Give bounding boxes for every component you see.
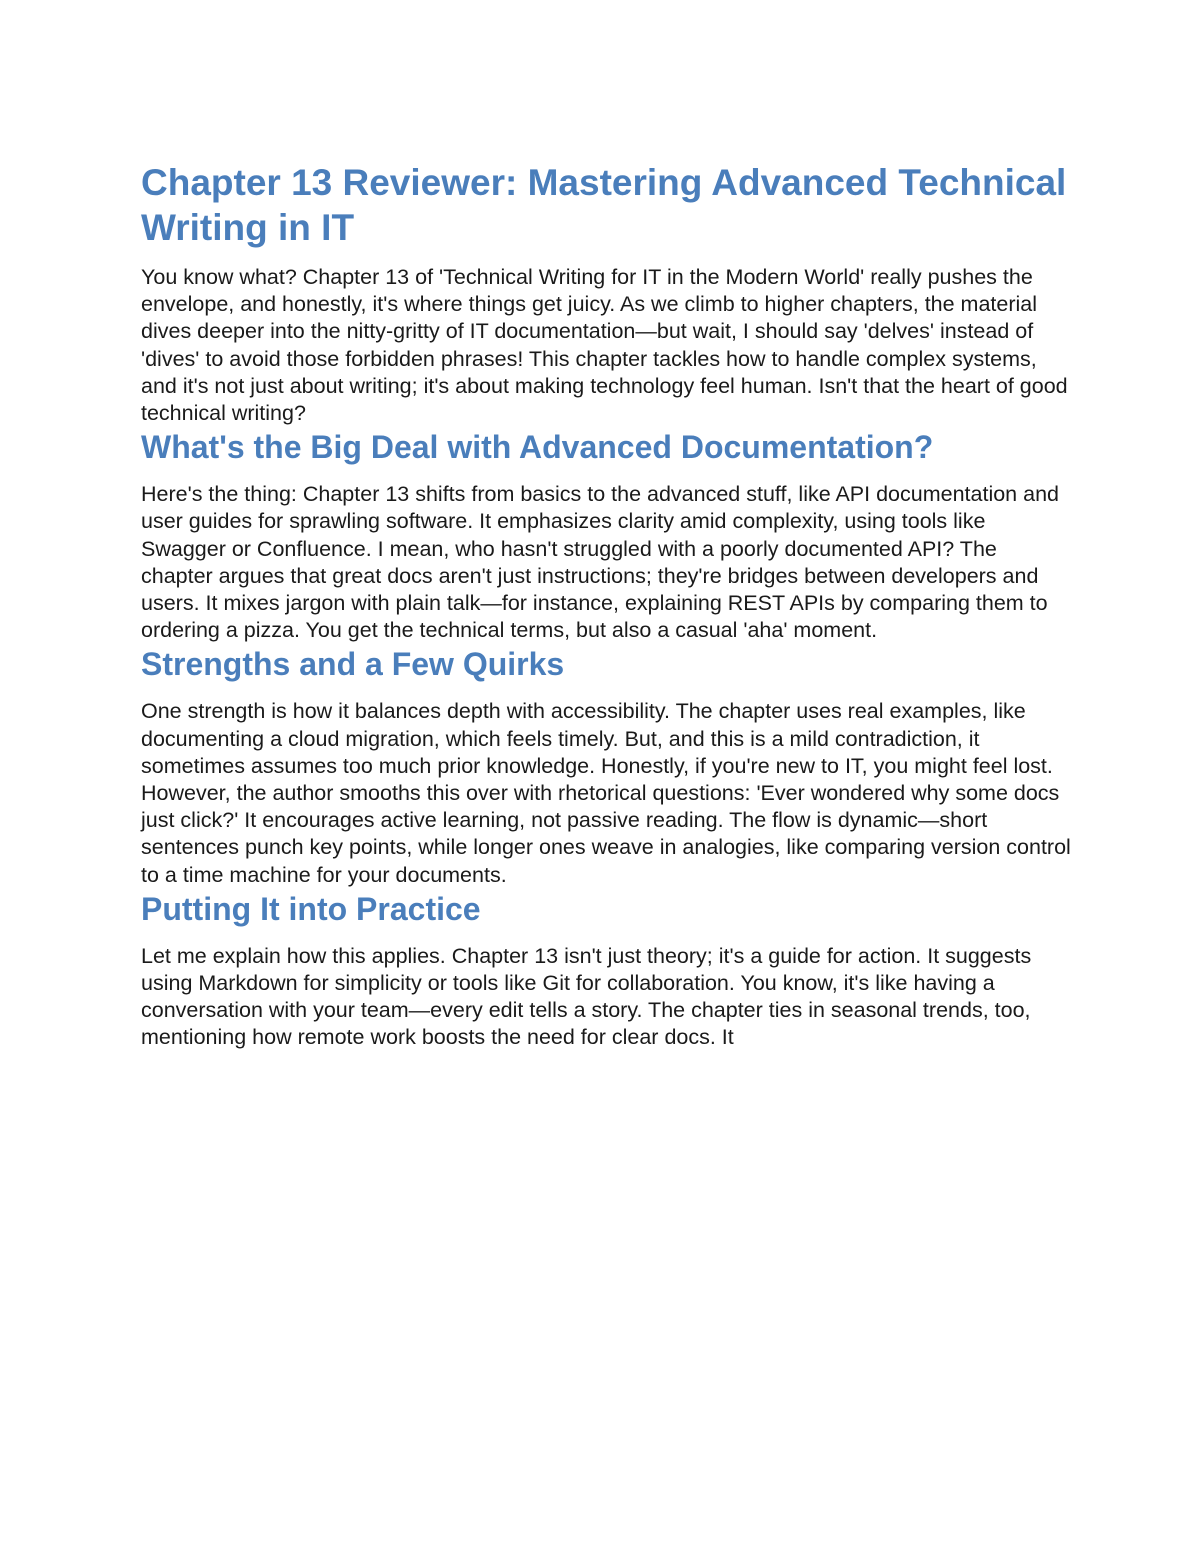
document-page: [141, 160, 1071, 1052]
section-body-advanced-documentation: Here's the thing: Chapter 13 shifts from basics to the advanced stuff, like API documentation and user guides for sprawling software. It emphasizes clarity amid complexity, using tools like Swagger or Confluence. I mean, who hasn't struggled with a poorly documented API? The chapter argues that great docs aren't just instructions; they're bridges between developers and users. It mixes jargon with plain talk—for instance, explaining REST APIs by comparing them to ordering a pizza. You get the technical terms, but also a casual 'aha' moment.: [141, 482, 1059, 643]
document-title: Chapter 13 Reviewer: Mastering Advanced Technical Writing in IT: [141, 162, 1067, 248]
section-heading-advanced-documentation: What's the Big Deal with Advanced Documentation?: [141, 429, 934, 466]
intro-paragraph: You know what? Chapter 13 of 'Technical Writing for IT in the Modern World' really pushes the envelope, and honestly, it's where things get juicy. As we climb to higher chapters, the material dives deeper into the nitty-gritty of IT documentation—but wait, I should say 'delves' instead of 'dives' to avoid those forbidden phrases! This chapter tackles how to handle complex systems, and it's not just about writing; it's about making technology feel human. Isn't that the heart of good technical writing?: [141, 265, 1068, 426]
section-heading-strengths-quirks: Strengths and a Few Quirks: [141, 646, 565, 683]
section-body-putting-into-practice: Let me explain how this applies. Chapter 13 isn't just theory; it's a guide for action. It suggests using Markdown for simplicity or tools like Git for collaboration. You know, it's like having a conversation with your team—every edit tells a story. The chapter ties in seasonal trends, too, mentioning how remote work boosts the need for clear docs. It: [141, 943, 1032, 1050]
section-heading-putting-into-practice: Putting It into Practice: [141, 890, 481, 927]
section-body-strengths-quirks: One strength is how it balances depth with accessibility. The chapter uses real examples, like documenting a cloud migration, which feels timely. But, and this is a mild contradiction, it sometimes assumes too much prior knowledge. Honestly, if you're new to IT, you might feel lost. However, the author smooths this over with rhetorical questions: 'Ever wondered why some docs just click?' It encourages active learning, not passive reading. The flow is dynamic—short sentences punch key points, while longer ones weave in analogies, like comparing version control to a time machine for your documents.: [141, 699, 1071, 887]
